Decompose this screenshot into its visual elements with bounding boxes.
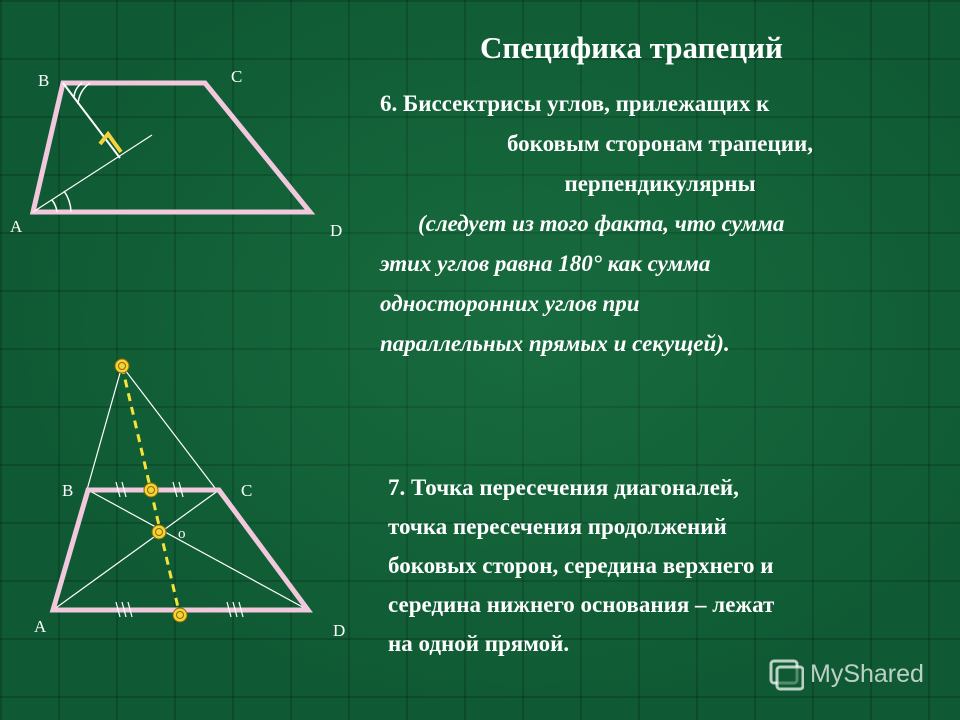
trapezoid-1: [33, 83, 310, 212]
label-c: C: [231, 67, 243, 86]
point-apex-icon: [115, 359, 129, 373]
item-6-line: 6. Биссектрисы углов, прилежащих к: [380, 91, 770, 116]
watermark: [768, 656, 924, 692]
equal-segment-ticks: [116, 482, 243, 617]
slide-title: Специфика трапеций: [480, 30, 783, 65]
label-a: A: [10, 217, 23, 236]
point-midpoint-ad-icon: [173, 608, 187, 622]
item-7-line: на одной прямой.: [388, 631, 570, 656]
figure-2-collinear-points: [34, 359, 345, 640]
item-6-line: односторонних углов при: [380, 291, 640, 316]
item-6-line: боковым сторонам трапеции,: [506, 131, 814, 156]
watermark-text: MyShared: [810, 659, 924, 688]
item-6-line: (следует из того факта, что сумма: [418, 211, 785, 236]
trapezoid-2: [53, 490, 308, 610]
label-b: B: [38, 71, 50, 90]
item-6-line: этих углов равна 180° как сумма: [380, 251, 711, 276]
diagonal-bd: [88, 490, 308, 610]
angle-arc-b-2: [78, 83, 90, 104]
label-d: D: [333, 621, 346, 640]
item-6-line: параллельных прямых и секущей).: [380, 331, 730, 356]
myshared-logo-icon: [768, 656, 804, 692]
point-diagonal-intersection-icon: [152, 525, 166, 539]
point-midpoint-bc-icon: [144, 483, 158, 497]
figure-1-bisectors: [10, 67, 342, 240]
item-7-line: 7. Точка пересечения диагоналей,: [388, 475, 739, 500]
angle-arc-a-2: [64, 191, 71, 212]
label-o: о: [178, 526, 186, 542]
bisector-a: [33, 135, 152, 212]
item-7-line: боковых сторон, середина верхнего и: [388, 553, 774, 578]
label-b: B: [62, 481, 74, 500]
label-c: C: [241, 481, 253, 500]
item-7-line: точка пересечения продолжений: [388, 514, 727, 539]
diagonal-ac: [53, 490, 219, 610]
label-d: D: [330, 221, 343, 240]
bisector-b: [63, 83, 120, 158]
label-a: A: [34, 617, 47, 636]
item-6-line: перпендикулярны: [564, 171, 756, 196]
item-7-line: середина нижнего основания – лежат: [388, 592, 775, 617]
